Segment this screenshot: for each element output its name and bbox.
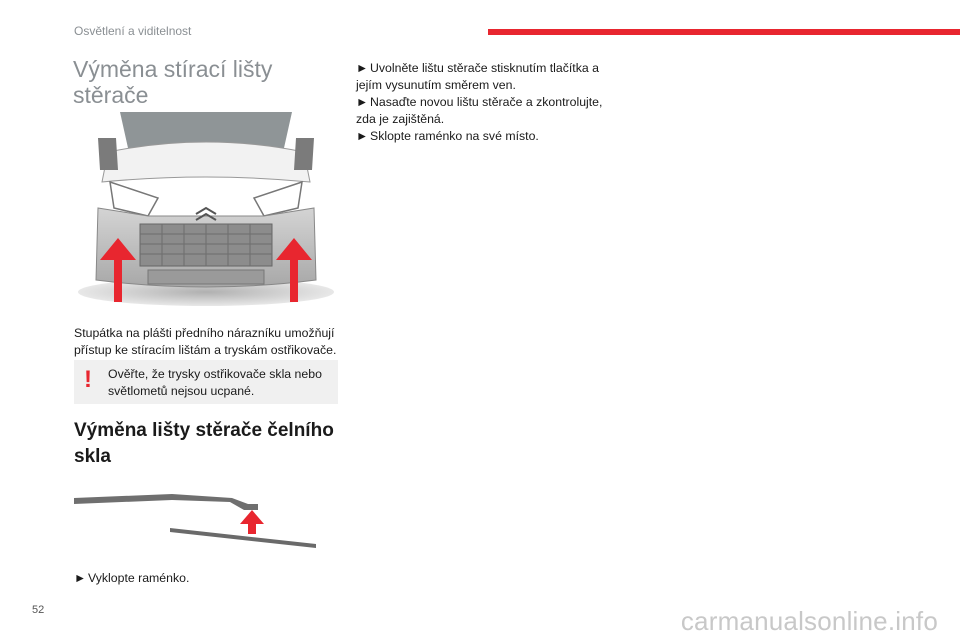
front-bumper-illustration xyxy=(78,112,334,308)
step-marker-icon: ► xyxy=(74,571,87,585)
subsection-title: Výměna lišty stěrače čelního skla xyxy=(74,420,334,467)
wiper-arm-illustration xyxy=(72,484,320,554)
page-number: 52 xyxy=(32,604,45,616)
step-fold-out-arm: ► Vyklopte raménko. xyxy=(74,571,190,585)
running-header: Osvětlení a viditelnost xyxy=(74,24,192,38)
exclamation-icon: ! xyxy=(84,366,92,393)
step-release-blade: ► Uvolněte lištu stěrače stisknutím tlačítka a jejím vysunutím směrem ven. xyxy=(356,61,599,92)
warning-box xyxy=(74,360,338,404)
step-marker-icon: ► xyxy=(356,95,369,109)
intro-paragraph: Stupátka na plášti předního nárazníku umožňují přístup ke stíracím lištám a tryskám ostřikovače. xyxy=(74,326,337,357)
header-accent-bar xyxy=(488,29,960,35)
section-title: Výměna stírací lišty stěrače xyxy=(73,56,273,108)
release-arrow-icon xyxy=(240,510,264,534)
right-column xyxy=(356,60,616,145)
warning-text: Ověřte, že trysky ostřikovače skla nebo světlometů nejsou ucpané. xyxy=(108,367,322,398)
watermark: carmanualsonline.info xyxy=(680,606,938,636)
step-marker-icon: ► xyxy=(356,129,369,143)
step-marker-icon: ► xyxy=(356,61,369,75)
step-fit-new-blade: ► Nasaďte novou lištu stěrače a zkontrolujte, zda je zajištěná. xyxy=(356,95,603,126)
step-fold-back-arm: ► Sklopte raménko na své místo. xyxy=(356,129,539,143)
